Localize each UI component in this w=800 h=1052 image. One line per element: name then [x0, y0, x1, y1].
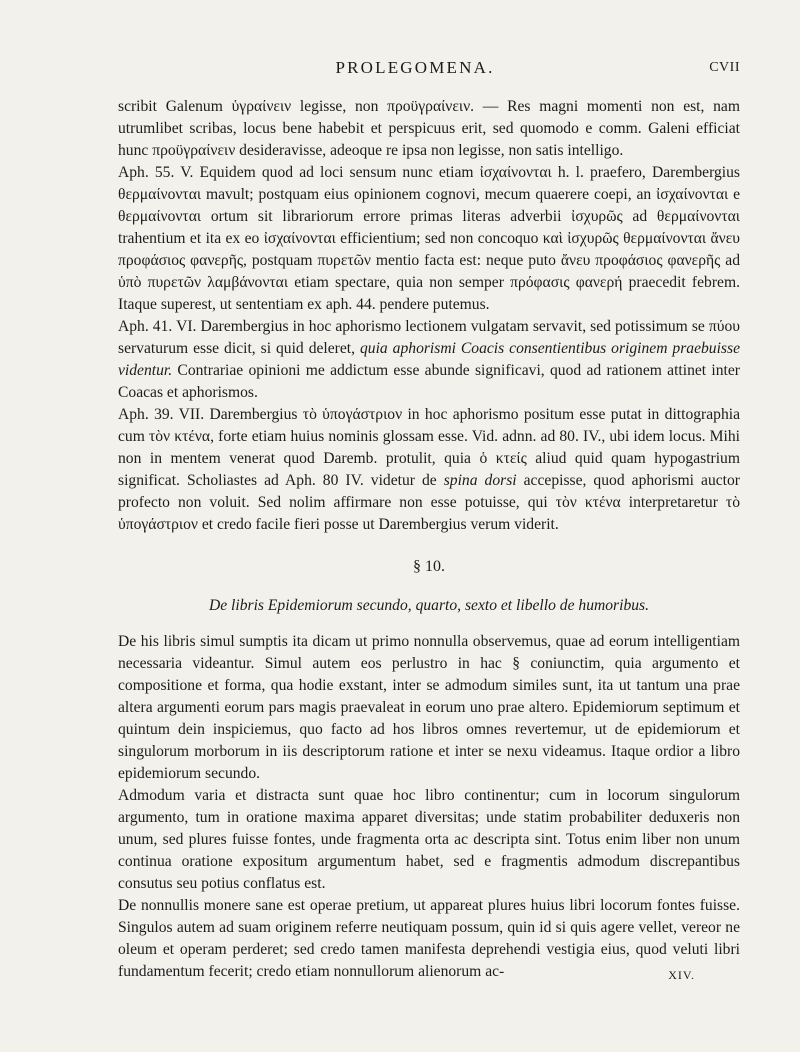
signature-mark: XIV. — [668, 968, 695, 982]
section-number: § 10. — [413, 558, 445, 575]
paragraph-4-tail: accepisse, quod aphorismi auctor profecto non voluit. Sed nolim affirmare non esse potuisse, qui τὸν κτένα interpretaretur τὸ ὑπογάστριον et credo facile fieri posse ut Darembergius verum viderit. — [118, 472, 740, 533]
paragraph-3-tail: Contrariae opinioni me addictum esse abunde significavi, quod ad rationem attinet inter Coacas et aphorismos. — [118, 362, 740, 401]
paragraph-1: scribit Galenum ὑγραίνειν legisse, non προϋγραίνειν. — Res magni momenti non est, nam utrumlibet scribas, locus bene habebit et perspicuus erit, sed quomodo e comm. Galeni efficiat hunc προϋγραίνειν desideravisse, adeoque re ipsa non legisse, non satis intelligo. — [118, 98, 740, 159]
page-header — [90, 58, 740, 82]
paragraph-4-italic: spina dorsi — [443, 472, 517, 489]
section-body — [118, 631, 740, 983]
paragraph-4 — [118, 404, 740, 536]
section-title: De libris Epidemiorum secundo, quarto, sexto et libello de humoribus. — [208, 597, 650, 614]
paragraph-2: Aph. 55. V. Equidem quod ad loci sensum nunc etiam ἰσχαίνονται h. l. praefero, Darembergius θερμαίνονται mavult; postquam eius opinionem cognovi, mecum quaerere coepi, an ἰσχαίνονται e θερμαίνονται ortum sit librariorum errore primas literas adverbii ἰσχυρῶς ad θερμαίνονται trahentium et ita ex eo ἰσχαίνονται efficientium; sed non concoquo καὶ ἰσχυρῶς θερμαίνονται ἄνευ προφάσιος φανερῆς, postquam πυρετῶν mentio facta est: neque puto ἄνευ προφάσιος φανερῆς ad ὑπὸ πυρετῶν λαμβάνονται etiam spectare, quia non semper πρόφασις φανερή praecedit febrem. Itaque superest, ut sententiam ex aph. 44. pendere putemus. — [118, 164, 740, 313]
paragraph-4-text: Aph. 39. VII. Darembergius τὸ ὑπογάστριον in hoc aphorismo positum esse putat in dittographia cum τὸν κτένα, forte etiam huius nominis glossam esse. Vid. adnn. ad 80. IV., ubi idem locus. Mihi non in mentem venerat quod Daremb. protulit, quia ὁ κτείς aliud quid quam hypogastrium significat. Scholiastes ad Aph. 80 IV. videtur de — [118, 406, 740, 489]
paragraph-3-quote: quia aphorismi Coacis consentientibus originem praebuisse videntur. — [118, 340, 740, 379]
page-number: CVII — [709, 60, 740, 75]
section-paragraph-2: Admodum varia et distracta sunt quae hoc libro continentur; cum in locorum singulorum argumento, tum in oratione maxima apparet diversitas; unde statim probabiliter deduxeris non unum, sed plures fuisse fontes, unde fragmenta orta ac descripta sint. Totus enim liber non unum continua oratione expositum argumentum habet, sed e fragmentis admodum discrepantibus consutus seu potius conflatus est. — [118, 787, 740, 892]
section-paragraph-1: De his libris simul sumptis ita dicam ut primo nonnulla observemus, quae ad eorum intelligentiam necessaria videantur. Simul autem eos perlustro in hac § coniunctim, quia argumento et compositione et forma, qua hodie exstant, inter se admodum similes sunt, ita ut tantum una prae altera argumenti eorum pars magis praevaleat in eorum uno prae altero. Epidemiorum septimum et quintum dein inspiciemus, quo facto ad hos libros omnes revertemur, ut de epidemiorum et singulorum morborum in iis descriptorum ratione et inter se nexu videamus. Itaque ordior a libro epidemiorum secundo. — [118, 633, 740, 782]
paragraph-3 — [118, 316, 740, 404]
running-title: PROLEGOMENA. — [335, 58, 495, 77]
paragraph-3-text: Aph. 41. VI. Darembergius in hoc aphorismo lectionem vulgatam servavit, sed potissimum se πύου servaturum esse dicit, si quid deleret, — [118, 318, 740, 357]
body-text — [118, 96, 740, 983]
section-paragraph-3: De nonnullis monere sane est operae pretium, ut appareat plures huius libri locorum fontes fuisse. Singulos autem ad suam originem referre neutiquam possum, quin id si quis agere vellet, vereor ne oleum et operam perderet; sed credo tamen manifesta deprehendi vestigia eius, quod veluti libri fundamentum fecerit; credo etiam nonnullorum alienorum ac- — [118, 897, 740, 980]
